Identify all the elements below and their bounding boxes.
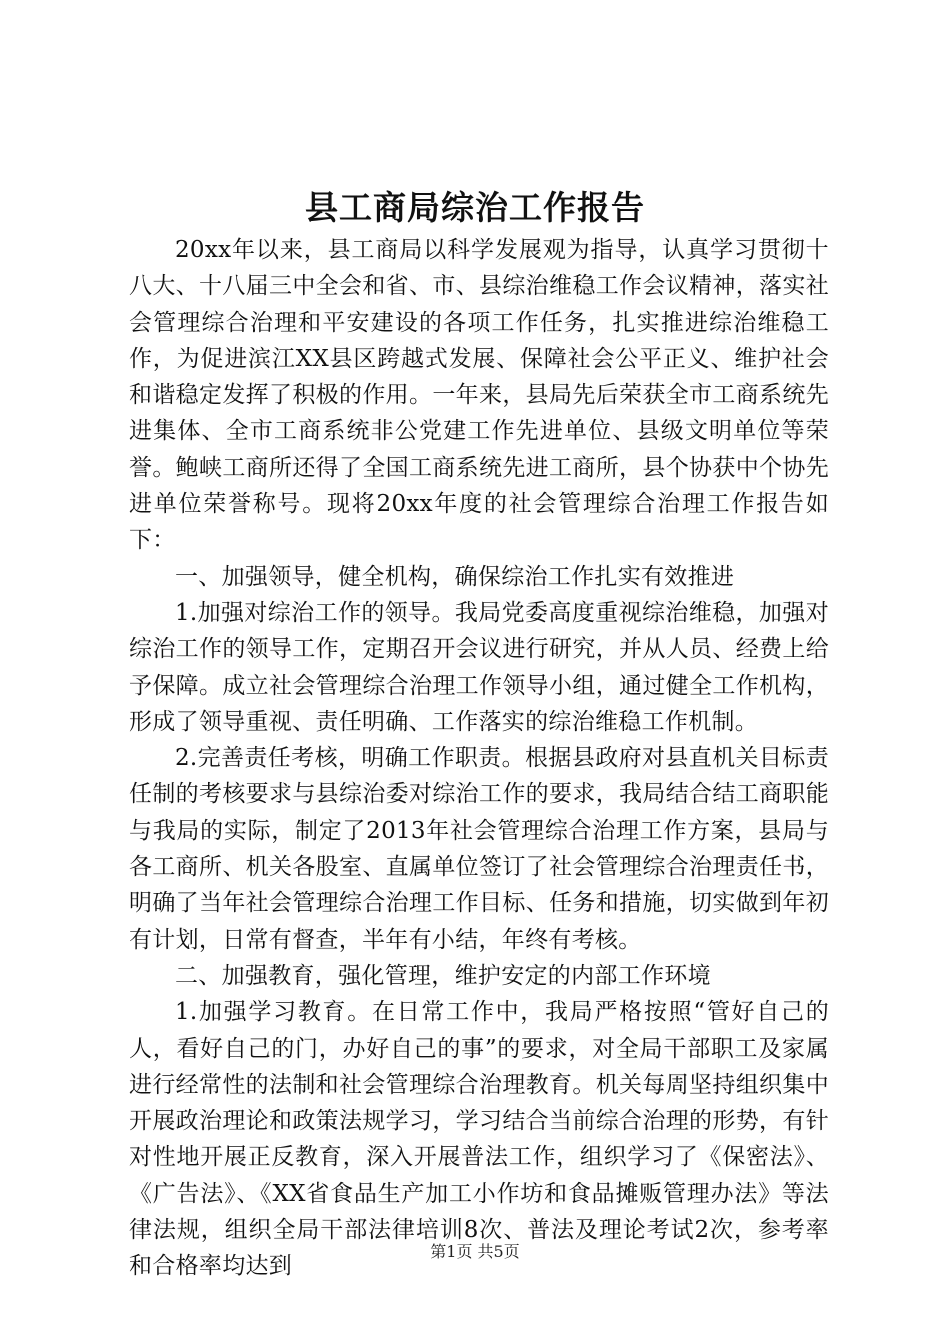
section-heading-1: 一、加强领导，健全机构，确保综治工作扎实有效推进 (175, 563, 735, 590)
section-heading-2: 二、加强教育，强化管理，维护安定的内部工作环境 (175, 962, 711, 989)
paragraph-1-1: 1.加强对综治工作的领导。我局党委高度重视综治维稳，加强对综治工作的领导工作，定期召开会议进行研究，并从人员、经费上给予保障。成立社会管理综合治理工作领导小组，通过健全工作机构，形成了领导重视、责任明确、工作落实的综治维稳工作机制。 (129, 599, 829, 735)
page-number-footer: 第1页 共5页 (430, 1242, 520, 1261)
page-title: 县工商局综治工作报告 (305, 188, 645, 227)
paragraph-2-1: 1.加强学习教育。在日常工作中，我局严格按照“管好自己的人，看好自己的门，办好自己的事”的要求，对全局干部职工及家属进行经常性的法制和社会管理综合治理教育。机关每周坚持组织集中开展政治理论和政策法规学习，学习结合当前综合治理的形势，有针对性地开展正反教育，深入开展普法工作，组织学习了《保密法》、《广告法》、《XX省食品生产加工小作坊和食品摊贩管理办法》等法律法规，组织全局干部法律培训8次、普法及理论考试2次，参考率和合格率均达到 (129, 999, 829, 1280)
paragraph-1-2: 2.完善责任考核，明确工作职责。根据县政府对县直机关目标责任制的考核要求与县综治委对综治工作的要求，我局结合结工商职能与我局的实际，制定了2013年社会管理综合治理工作方案，县局与各工商所、机关各股室、直属单位签订了社会管理综合治理责任书，明确了当年社会管理综合治理工作目标、任务和措施，切实做到年初有计划，日常有督查，半年有小结，年终有考核。 (129, 745, 829, 953)
paragraph-intro: 20xx年以来，县工商局以科学发展观为指导，认真学习贯彻十八大、十八届三中全会和省、市、县综治维稳工作会议精神，落实社会管理综合治理和平安建设的各项工作任务，扎实推进综治维稳工作，为促进滨江XX县区跨越式发展、保障社会公平正义、维护社会和谐稳定发挥了积极的作用。一年来，县局先后荣获全市工商系统先进集体、全市工商系统非公党建工作先进单位、县级文明单位等荣誉。鲍峡工商所还得了全国工商系统先进工商所，县个协获中个协先进单位荣誉称号。现将20xx年度的社会管理综合治理工作报告如下： (129, 237, 829, 554)
document-body (129, 232, 829, 1285)
